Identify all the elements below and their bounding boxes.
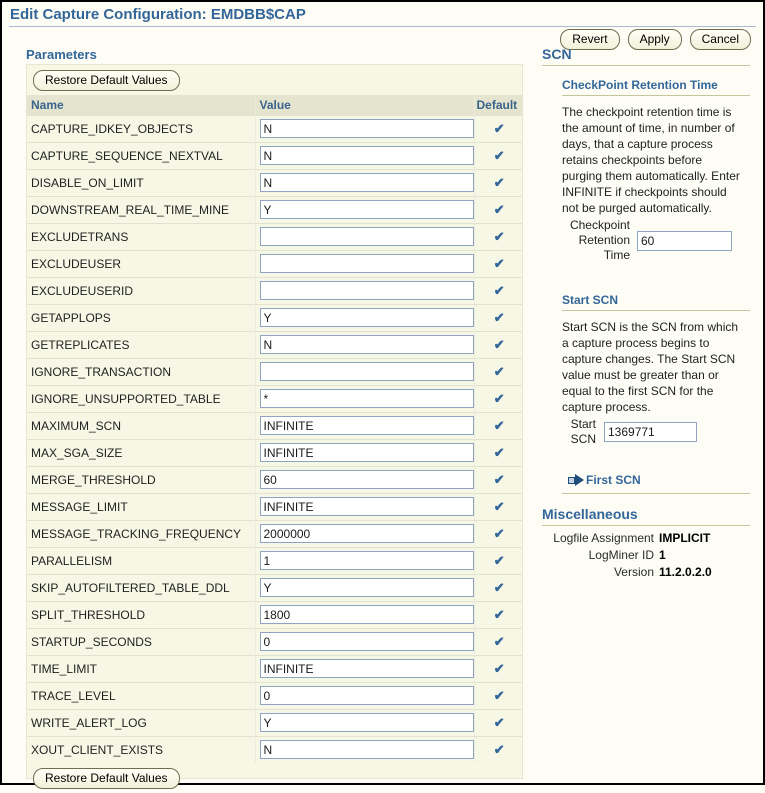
default-check-icon: ✔: [493, 147, 505, 163]
page-title: Edit Capture Configuration: EMDBB$CAP: [10, 6, 306, 23]
checkpoint-heading-divider: [562, 95, 750, 96]
table-row: [27, 466, 522, 493]
param-value-input[interactable]: [260, 551, 474, 570]
default-check-icon: ✔: [493, 552, 505, 568]
default-check-icon: ✔: [493, 417, 505, 433]
table-row: [27, 169, 522, 196]
miscellaneous-heading: Miscellaneous: [542, 506, 638, 522]
param-name: MAXIMUM_SCN: [27, 412, 255, 439]
param-value-input[interactable]: [260, 119, 474, 138]
table-row: [27, 547, 522, 574]
logminer-id-label: LogMiner ID: [588, 548, 654, 562]
param-name: SKIP_AUTOFILTERED_TABLE_DDL: [27, 574, 255, 601]
param-name: MERGE_THRESHOLD: [27, 466, 255, 493]
param-name: MAX_SGA_SIZE: [27, 439, 255, 466]
table-row: [27, 223, 522, 250]
default-check-icon: ✔: [493, 174, 505, 190]
table-row: [27, 736, 522, 763]
param-name: MESSAGE_TRACKING_FREQUENCY: [27, 520, 255, 547]
table-row: [27, 628, 522, 655]
parameters-heading: Parameters: [26, 47, 97, 62]
title-divider: [9, 26, 756, 27]
restore-default-values-bottom-button[interactable]: Restore Default Values: [33, 768, 180, 789]
default-check-icon: ✔: [493, 741, 505, 757]
default-check-icon: ✔: [493, 444, 505, 460]
table-row: [27, 709, 522, 736]
list-item: [542, 564, 750, 581]
start-scn-input[interactable]: [604, 422, 697, 442]
param-value-input[interactable]: [260, 605, 474, 624]
param-name: CAPTURE_SEQUENCE_NEXTVAL: [27, 142, 255, 169]
table-row: [27, 304, 522, 331]
table-row: [27, 682, 522, 709]
param-name: TRACE_LEVEL: [27, 682, 255, 709]
default-check-icon: ✔: [493, 309, 505, 325]
param-value-input[interactable]: [260, 254, 474, 273]
param-value-input[interactable]: [260, 497, 474, 516]
default-check-icon: ✔: [493, 498, 505, 514]
table-row: [27, 574, 522, 601]
version-value: 11.2.0.2.0: [659, 565, 712, 579]
default-check-icon: ✔: [493, 228, 505, 244]
restore-defaults-top-row: [27, 65, 522, 95]
checkpoint-retention-time-input[interactable]: [637, 231, 732, 251]
scn-panel: [542, 46, 750, 581]
table-row: [27, 412, 522, 439]
checkpoint-retention-heading: CheckPoint Retention Time: [562, 78, 718, 92]
param-name: EXCLUDEUSER: [27, 250, 255, 277]
param-value-input[interactable]: [260, 281, 474, 300]
first-scn-link-label: First SCN: [586, 473, 641, 487]
table-row: [27, 331, 522, 358]
param-value-input[interactable]: [260, 200, 474, 219]
param-value-input[interactable]: [260, 686, 474, 705]
param-name: MESSAGE_LIMIT: [27, 493, 255, 520]
column-header-value: Value: [255, 95, 474, 115]
default-check-icon: ✔: [493, 660, 505, 676]
param-name: PARALLELISM: [27, 547, 255, 574]
param-name: TIME_LIMIT: [27, 655, 255, 682]
param-value-input[interactable]: [260, 173, 474, 192]
drill-arrow-icon: [568, 477, 575, 484]
param-name: EXCLUDEUSERID: [27, 277, 255, 304]
start-scn-heading: Start SCN: [562, 293, 619, 307]
param-value-input[interactable]: [260, 146, 474, 165]
table-row: [27, 601, 522, 628]
param-value-input[interactable]: [260, 659, 474, 678]
table-row: [27, 655, 522, 682]
table-row: [27, 250, 522, 277]
param-value-input[interactable]: [260, 335, 474, 354]
param-value-input[interactable]: [260, 416, 474, 435]
param-name: GETREPLICATES: [27, 331, 255, 358]
start-scn-heading-divider: [562, 310, 750, 311]
list-item: [542, 530, 750, 547]
restore-default-values-top-button[interactable]: Restore Default Values: [33, 70, 180, 91]
param-value-input[interactable]: [260, 578, 474, 597]
params-table-body: [27, 115, 522, 763]
param-name: EXCLUDETRANS: [27, 223, 255, 250]
param-value-input[interactable]: [260, 443, 474, 462]
param-name: IGNORE_UNSUPPORTED_TABLE: [27, 385, 255, 412]
table-row: [27, 277, 522, 304]
start-scn-bottom-divider: [562, 493, 750, 494]
cancel-button[interactable]: Cancel: [690, 29, 751, 50]
param-value-input[interactable]: [260, 524, 474, 543]
column-header-name: Name: [27, 95, 255, 115]
column-header-default: Default: [474, 95, 522, 115]
logfile-assignment-label: Logfile Assignment: [553, 531, 654, 545]
start-scn-field-row: [562, 417, 750, 447]
parameters-panel: [26, 64, 523, 785]
default-check-icon: ✔: [493, 255, 505, 271]
param-value-input[interactable]: [260, 740, 474, 759]
table-row: [27, 142, 522, 169]
checkpoint-field-label: Checkpoint Retention Time: [569, 218, 630, 262]
param-value-input[interactable]: [260, 362, 474, 381]
miscellaneous-heading-divider: [542, 525, 750, 526]
table-row: [27, 115, 522, 142]
checkpoint-description: The checkpoint retention time is the amount of time, in number of days, that a capture process retains checkpoints before purging them automatically. Enter INFINITE if checkpoints should not be purged automatically.: [562, 105, 740, 215]
apply-button[interactable]: Apply: [628, 29, 682, 50]
revert-button[interactable]: Revert: [560, 29, 619, 50]
first-scn-link[interactable]: [568, 473, 641, 487]
param-value-input[interactable]: [260, 227, 474, 246]
default-check-icon: ✔: [493, 471, 505, 487]
start-scn-field-label: Start SCN: [570, 417, 596, 446]
param-name: DOWNSTREAM_REAL_TIME_MINE: [27, 196, 255, 223]
param-name: SPLIT_THRESHOLD: [27, 601, 255, 628]
param-name: GETAPPLOPS: [27, 304, 255, 331]
param-value-input[interactable]: [260, 389, 474, 408]
param-name: DISABLE_ON_LIMIT: [27, 169, 255, 196]
param-value-input[interactable]: [260, 713, 474, 732]
parameters-table: [27, 95, 522, 763]
default-check-icon: ✔: [493, 579, 505, 595]
right-arrow-icon: [575, 474, 584, 486]
default-check-icon: ✔: [493, 606, 505, 622]
logminer-id-value: 1: [659, 548, 666, 562]
param-name: CAPTURE_IDKEY_OBJECTS: [27, 115, 255, 142]
param-value-input[interactable]: [260, 308, 474, 327]
default-check-icon: ✔: [493, 525, 505, 541]
version-label: Version: [613, 565, 654, 579]
param-name: IGNORE_TRANSACTION: [27, 358, 255, 385]
default-check-icon: ✔: [493, 390, 505, 406]
param-name: XOUT_CLIENT_EXISTS: [27, 736, 255, 763]
scn-heading: SCN: [542, 46, 572, 62]
checkpoint-retention-subsection: [562, 78, 750, 263]
default-check-icon: ✔: [493, 120, 505, 136]
parameters-table-header-row: [27, 95, 522, 115]
table-row: [27, 385, 522, 412]
table-row: [27, 196, 522, 223]
default-check-icon: ✔: [493, 714, 505, 730]
list-item: [542, 547, 750, 564]
checkpoint-field-row: [562, 218, 750, 263]
default-check-icon: ✔: [493, 687, 505, 703]
table-row: [27, 439, 522, 466]
scn-heading-divider: [542, 65, 750, 66]
default-check-icon: ✔: [493, 282, 505, 298]
default-check-icon: ✔: [493, 201, 505, 217]
restore-defaults-bottom-row: [27, 763, 522, 793]
miscellaneous-rows: [542, 530, 750, 581]
table-row: [27, 520, 522, 547]
param-name: STARTUP_SECONDS: [27, 628, 255, 655]
default-check-icon: ✔: [493, 336, 505, 352]
default-check-icon: ✔: [493, 363, 505, 379]
start-scn-description: Start SCN is the SCN from which a capture process begins to capture changes. The Start SCN value must be greater than or equal to the first SCN for the capture process.: [562, 320, 739, 414]
table-row: [27, 358, 522, 385]
start-scn-subsection: [562, 293, 750, 487]
logfile-assignment-value: IMPLICIT: [659, 531, 711, 545]
table-row: [27, 493, 522, 520]
param-name: WRITE_ALERT_LOG: [27, 709, 255, 736]
default-check-icon: ✔: [493, 633, 505, 649]
param-value-input[interactable]: [260, 470, 474, 489]
param-value-input[interactable]: [260, 632, 474, 651]
